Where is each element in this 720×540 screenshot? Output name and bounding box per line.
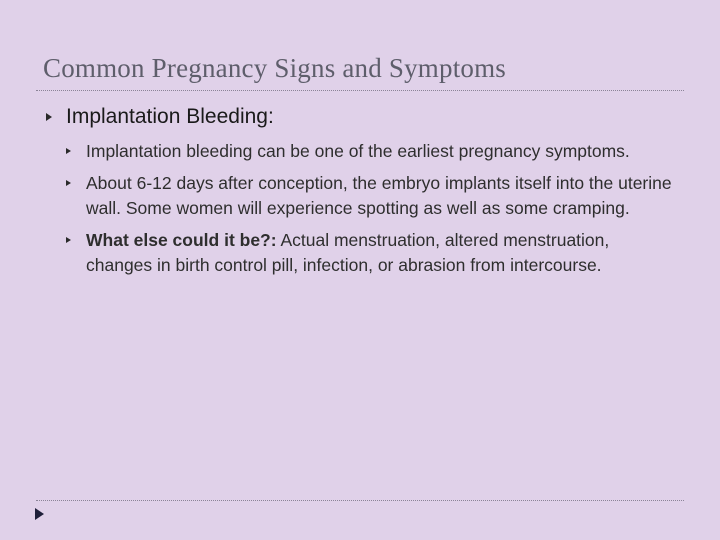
footer-divider <box>36 500 684 501</box>
title-divider <box>36 90 684 91</box>
arrow-right-icon <box>66 180 71 186</box>
sub-bullet-text: Actual menstruation, altered menstruation, changes in birth control pill, infection, or abrasion from intercourse. <box>86 229 610 275</box>
sub-bullet-3 <box>44 228 676 279</box>
slide-content <box>44 103 674 285</box>
sub-bullet-1 <box>44 139 676 165</box>
sub-bullet-text: Implantation bleeding can be one of the earliest pregnancy symptoms. <box>86 141 630 161</box>
sub-bullet-2 <box>44 171 676 222</box>
arrow-right-icon <box>46 113 52 121</box>
bullet-heading <box>44 103 674 131</box>
play-arrow-icon[interactable] <box>35 508 44 520</box>
arrow-right-icon <box>66 237 71 243</box>
heading-text: Implantation Bleeding: <box>66 105 274 128</box>
slide-title: Common Pregnancy Signs and Symptoms <box>43 53 507 83</box>
arrow-right-icon <box>66 148 71 154</box>
sub-bullet-bold-label: What else could it be?: <box>86 229 277 250</box>
sub-bullet-text: About 6-12 days after conception, the embryo implants itself into the uterine wall. Some women will experience spotting as well as some cramping. <box>86 172 672 218</box>
